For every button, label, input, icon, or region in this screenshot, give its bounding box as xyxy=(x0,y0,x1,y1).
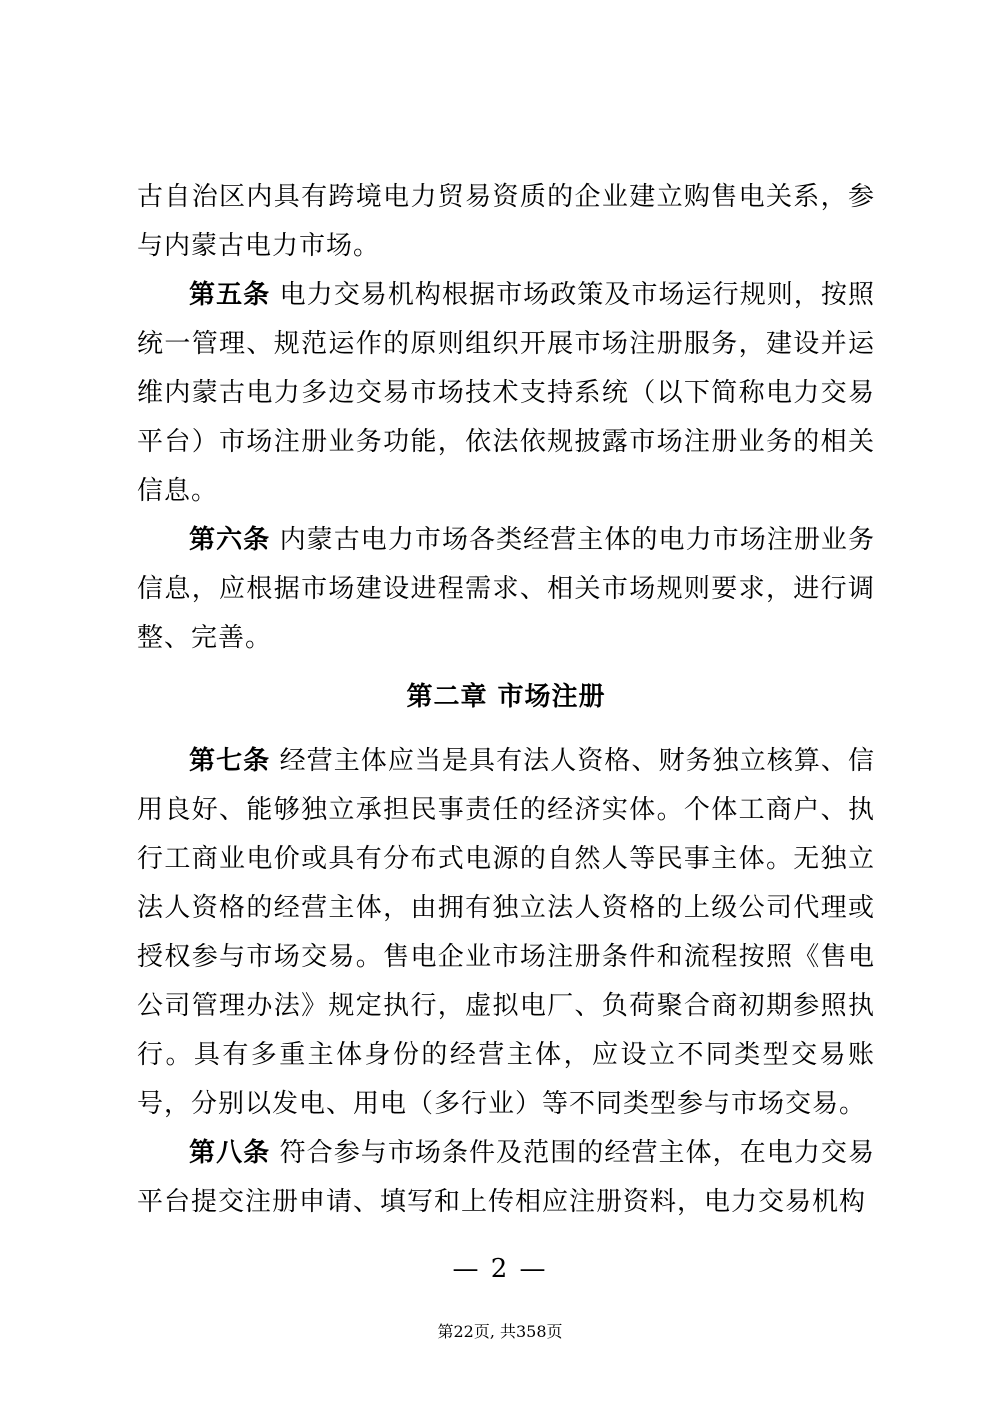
article-number: 第七条 xyxy=(189,746,271,776)
paragraph-text: 符合参与市场条件及范围的经营主体，在电力交易平台提交注册申请、填写和上传相应注册资料，电力交易机构 xyxy=(137,1138,875,1217)
paragraph-continued xyxy=(137,173,875,271)
article-8-paragraph xyxy=(137,1129,875,1227)
article-number: 第五条 xyxy=(189,280,271,310)
page-number: — 2 — xyxy=(452,1254,548,1284)
chapter-heading: 第二章 市场注册 xyxy=(406,682,606,712)
paragraph-text: 内蒙古电力市场各类经营主体的电力市场注册业务信息，应根据市场建设进程需求、相关市场规则要求，进行调整、完善。 xyxy=(137,525,875,653)
paragraph-text: 经营主体应当是具有法人资格、财务独立核算、信用良好、能够独立承担民事责任的经济实体。个体工商户、执行工商业电价或具有分布式电源的自然人等民事主体。无独立法人资格的经营主体，由拥有独立法人资格的上级公司代理或授权参与市场交易。售电企业市场注册条件和流程按照《售电公司管理办法》规定执行，虚拟电厂、负荷聚合商初期参照执行。具有多重主体身份的经营主体，应设立不同类型交易账号，分别以发电、用电（多行业）等不同类型参与市场交易。 xyxy=(137,746,875,1119)
paragraph-text: 古自治区内具有跨境电力贸易资质的企业建立购售电关系，参与内蒙古电力市场。 xyxy=(137,182,875,261)
article-6-paragraph xyxy=(137,516,875,663)
article-7-paragraph xyxy=(137,737,875,1129)
paragraph-text: 电力交易机构根据市场政策及市场运行规则，按照统一管理、规范运作的原则组织开展市场注册服务，建设并运维内蒙古电力多边交易市场技术支持系统（以下简称电力交易平台）市场注册业务功能，依法依规披露市场注册业务的相关信息。 xyxy=(137,280,875,506)
article-number: 第六条 xyxy=(189,525,271,555)
article-5-paragraph xyxy=(137,271,875,516)
page-counter: 第22页, 共358页 xyxy=(437,1322,563,1341)
document-body xyxy=(137,173,875,1227)
article-number: 第八条 xyxy=(189,1138,271,1168)
